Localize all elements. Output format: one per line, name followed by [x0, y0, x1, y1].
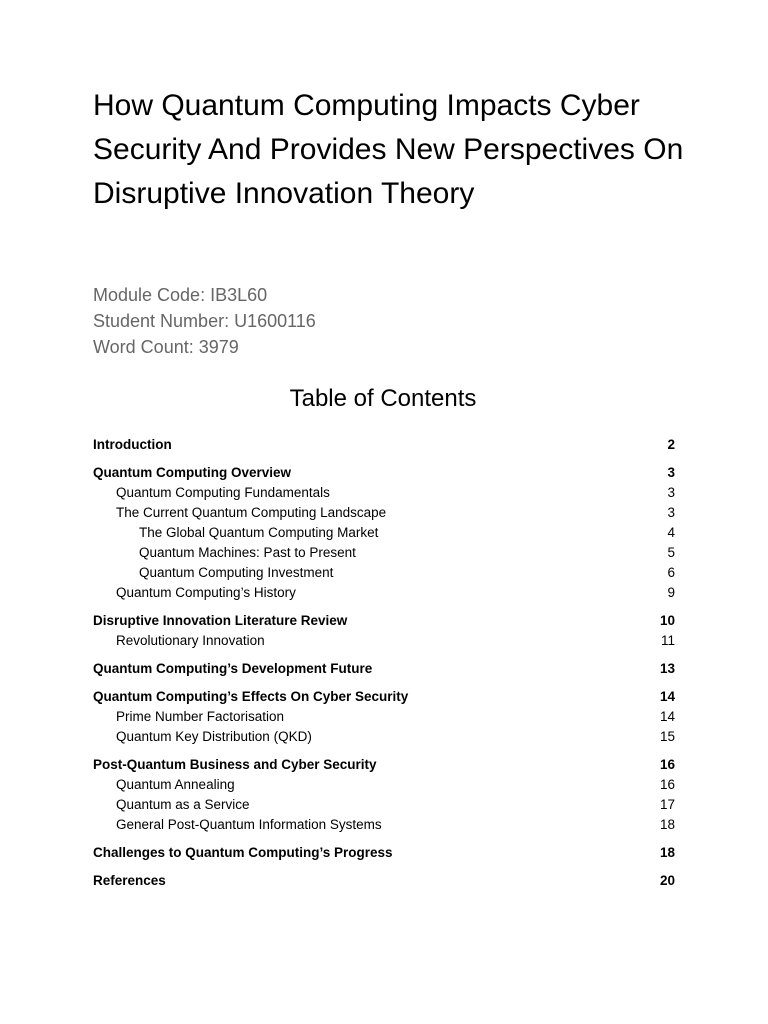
toc-entry-label[interactable]: Introduction — [93, 437, 172, 452]
toc-entry-page-number[interactable]: 6 — [667, 565, 675, 580]
document-title: How Quantum Computing Impacts Cyber Security And Provides New Perspectives On Disruptive Innovation Theory — [93, 89, 684, 210]
toc-entry-label[interactable]: Quantum Machines: Past to Present — [139, 545, 356, 560]
toc-entry[interactable] — [93, 631, 675, 651]
toc-entry-label[interactable]: General Post-Quantum Information Systems — [116, 817, 382, 832]
toc-entry-label[interactable]: Quantum Computing’s Effects On Cyber Security — [93, 689, 409, 704]
toc-entry-page-number[interactable]: 20 — [659, 873, 675, 888]
toc-entry[interactable] — [93, 815, 675, 835]
toc-entry[interactable] — [93, 463, 675, 483]
toc-entry[interactable] — [93, 611, 675, 631]
toc-entry-label[interactable]: The Global Quantum Computing Market — [139, 525, 379, 540]
toc-entry[interactable] — [93, 543, 675, 563]
toc-entry[interactable] — [93, 755, 675, 775]
toc-entry-label[interactable]: The Current Quantum Computing Landscape — [116, 505, 387, 520]
toc-entry-label[interactable]: Prime Number Factorisation — [116, 709, 285, 724]
toc-entry-page-number[interactable]: 2 — [667, 437, 675, 452]
toc-entry-page-number[interactable]: 18 — [659, 845, 675, 860]
toc-entry[interactable] — [93, 727, 675, 747]
toc-entry[interactable] — [93, 563, 675, 583]
word-count: Word Count: 3979 — [93, 337, 239, 357]
toc-entry-label[interactable]: References — [93, 873, 166, 888]
toc-entry-page-number[interactable]: 17 — [659, 797, 675, 812]
toc-entry-page-number[interactable]: 14 — [659, 689, 675, 704]
toc-entry[interactable] — [93, 687, 675, 707]
toc-entry-page-number[interactable]: 11 — [660, 633, 675, 648]
toc-entry-page-number[interactable]: 15 — [659, 729, 675, 744]
toc-entry[interactable] — [93, 583, 675, 603]
toc-entry-page-number[interactable]: 3 — [667, 485, 675, 500]
document-metadata — [93, 282, 316, 360]
toc-entry-page-number[interactable]: 18 — [659, 817, 675, 832]
toc-entry-label[interactable]: Quantum as a Service — [116, 797, 250, 812]
toc-entry-label[interactable]: Quantum Computing’s History — [116, 585, 296, 600]
module-code: Module Code: IB3L60 — [93, 285, 268, 305]
toc-entry-page-number[interactable]: 10 — [659, 613, 675, 628]
toc-entry-page-number[interactable]: 3 — [667, 505, 675, 520]
toc-entry[interactable] — [93, 483, 675, 503]
toc-entry-label[interactable]: Quantum Computing Overview — [93, 465, 292, 480]
toc-entry-page-number[interactable]: 16 — [659, 757, 675, 772]
toc-entry-label[interactable]: Quantum Key Distribution (QKD) — [116, 729, 312, 744]
toc-entry[interactable] — [93, 871, 675, 891]
toc-entry-page-number[interactable]: 9 — [667, 585, 675, 600]
toc-entry-label[interactable]: Quantum Computing Investment — [139, 565, 334, 580]
toc-entry[interactable] — [93, 659, 675, 679]
table-of-contents — [93, 435, 675, 891]
toc-entry-label[interactable]: Quantum Annealing — [116, 777, 235, 792]
toc-entry-page-number[interactable]: 14 — [659, 709, 675, 724]
toc-entry-page-number[interactable]: 13 — [659, 661, 675, 676]
toc-entry[interactable] — [93, 775, 675, 795]
toc-entry[interactable] — [93, 503, 675, 523]
toc-entry-page-number[interactable]: 5 — [667, 545, 675, 560]
toc-entry-page-number[interactable]: 16 — [659, 777, 675, 792]
toc-entry-page-number[interactable]: 3 — [667, 465, 675, 480]
toc-entry[interactable] — [93, 523, 675, 543]
toc-entry-label[interactable]: Quantum Computing’s Development Future — [93, 661, 373, 676]
toc-entry[interactable] — [93, 795, 675, 815]
toc-entry-label[interactable]: Disruptive Innovation Literature Review — [93, 613, 348, 628]
toc-entry[interactable] — [93, 435, 675, 455]
toc-entry[interactable] — [93, 843, 675, 863]
toc-entry[interactable] — [93, 707, 675, 727]
toc-entry-label[interactable]: Revolutionary Innovation — [116, 633, 265, 648]
student-number: Student Number: U1600116 — [93, 311, 316, 331]
toc-entry-label[interactable]: Post-Quantum Business and Cyber Security — [93, 757, 377, 772]
toc-entry-page-number[interactable]: 4 — [667, 525, 675, 540]
toc-entry-label[interactable]: Quantum Computing Fundamentals — [116, 485, 330, 500]
toc-entry-label[interactable]: Challenges to Quantum Computing’s Progress — [93, 845, 393, 860]
toc-heading: Table of Contents — [289, 385, 477, 412]
